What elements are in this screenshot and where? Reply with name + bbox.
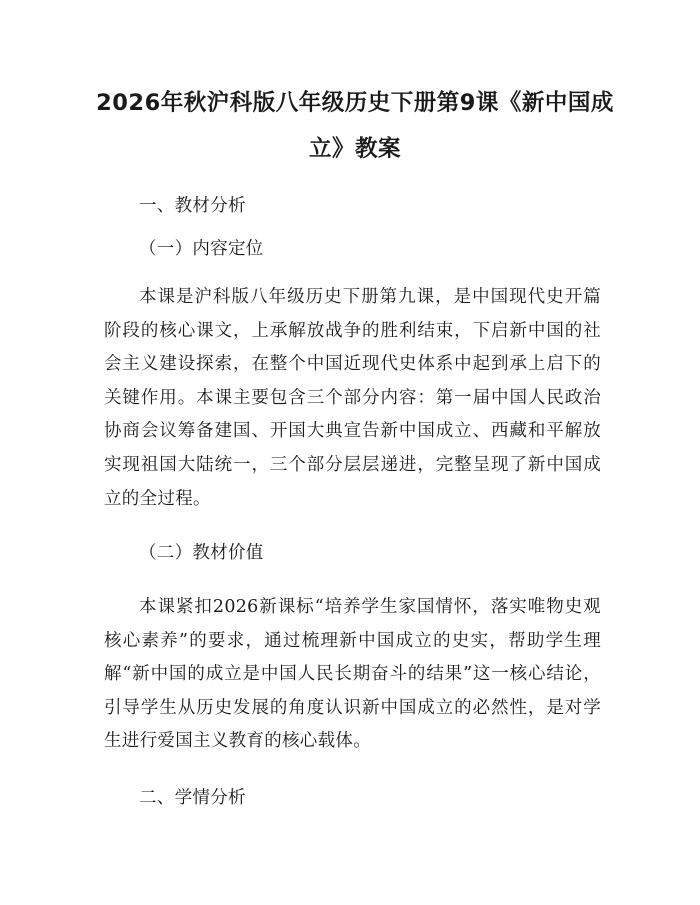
section-heading-teaching-material-analysis: 一、教材分析 xyxy=(139,196,246,216)
subsection-heading-material-value: （二）教材价值 xyxy=(139,543,264,563)
document-title: 2026年秋沪科版八年级历史下册第9课《新中国成立》教案 xyxy=(96,90,614,162)
paragraph-content-positioning: 本课是沪科版八年级历史下册第九课，是中国现代史开篇阶段的核心课文，上承解放战争的胜利结束，下启新中国的社会主义建设探索，在整个中国近现代史体系中起到承上启下的关键作用。本课主要包含三个部分内容：第一届中国人民政治协商会议筹备建国、开国大典宣告新中国成立、西藏和平解放实现祖国大陆统一，三个部分层层递进，完整呈现了新中国成立的全过程。 xyxy=(104,287,601,509)
section-heading-student-analysis: 二、学情分析 xyxy=(139,788,246,808)
paragraph-material-value: 本课紧扣2026新课标“培养学生家国情怀，落实唯物史观核心素养”的要求，通过梳理新中国成立的史实，帮助学生理解“新中国的成立是中国人民长期奋斗的结果”这一核心结论，引导学生从历史发展的角度认识新中国成立的必然性，是对学生进行爱国主义教育的核心载体。 xyxy=(104,597,601,752)
subsection-heading-content-positioning: （一）内容定位 xyxy=(139,239,264,259)
